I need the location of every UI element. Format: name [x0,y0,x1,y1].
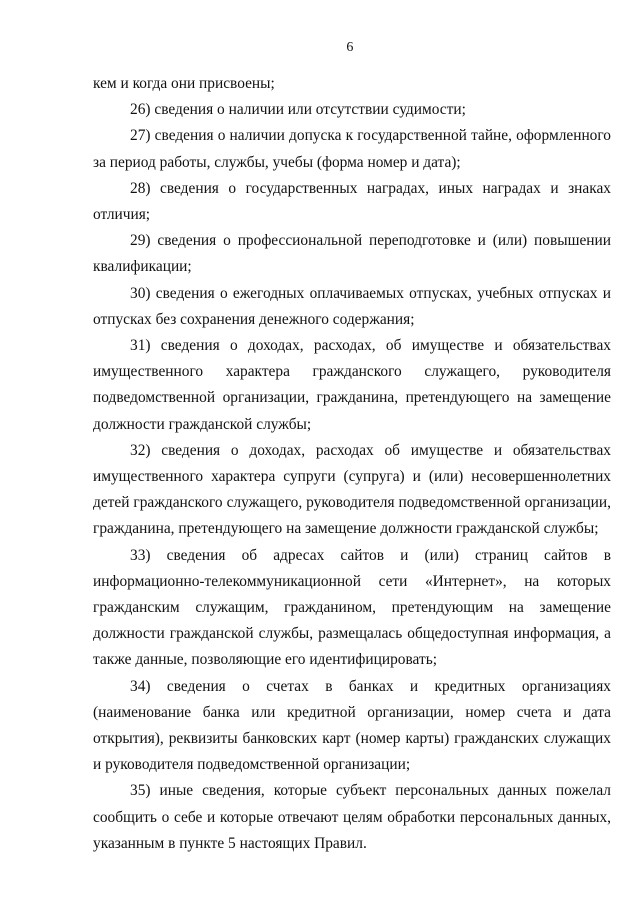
paragraph-25-continuation: кем и когда они присвоены; [93,75,275,92]
paragraph-27: 27) сведения о наличии допуска к государственной тайне, оформленного за период работы, службы, учебы (форма номер и дата); [93,127,611,171]
paragraph-28: 28) сведения о государственных наградах, иных наградах и знаках отличия; [93,179,611,224]
paragraph-26: 26) сведения о наличии или отсутствии судимости; [130,101,466,119]
page-number: 6 [346,40,354,55]
paragraph-31: 31) сведения о доходах, расходах, об имуществе и обязательствах имущественного характера гражданского служащего, руководителя подведомственной организации, гражданина, претендующего на замещение должности гражданской службы; [93,337,611,433]
paragraph-33: 33) сведения об адресах сайтов и (или) страниц сайтов в информационно-телекоммуникационной сети «Интернет», на которых гражданским служащим, гражданином, претендующим на замещение должности гражданской службы, размещалась общедоступная информация, а также данные, позволяющие его идентифицировать; [93,546,611,669]
paragraph-35: 35) иные сведения, которые субъект персональных данных пожелал сообщить о себе и которые отвечают целям обработки персональных данных, указанным в пункте 5 настоящих Правил. [93,782,611,852]
document-body [93,71,611,857]
paragraph-34: 34) сведения о счетах в банках и кредитных организациях (наименование банка или кредитной организации, номер счета и дата открытия), реквизиты банковских карт (номер карты) гражданских служащих и руководителя подведомственной организации; [93,677,611,774]
paragraph-29: 29) сведения о профессиональной переподготовке и (или) повышении квалификации; [93,232,611,276]
paragraph-32: 32) сведения о доходах, расходах об имуществе и обязательствах имущественного характера супруги (супруга) и (или) несовершеннолетних детей гражданского служащего, руководителя подведомственной организации, гражданина, претендующего на замещение должности гражданской службы; [93,441,611,538]
paragraph-30: 30) сведения о ежегодных оплачиваемых отпусках, учебных отпусках и отпусках без сохранения денежного содержания; [93,284,611,328]
